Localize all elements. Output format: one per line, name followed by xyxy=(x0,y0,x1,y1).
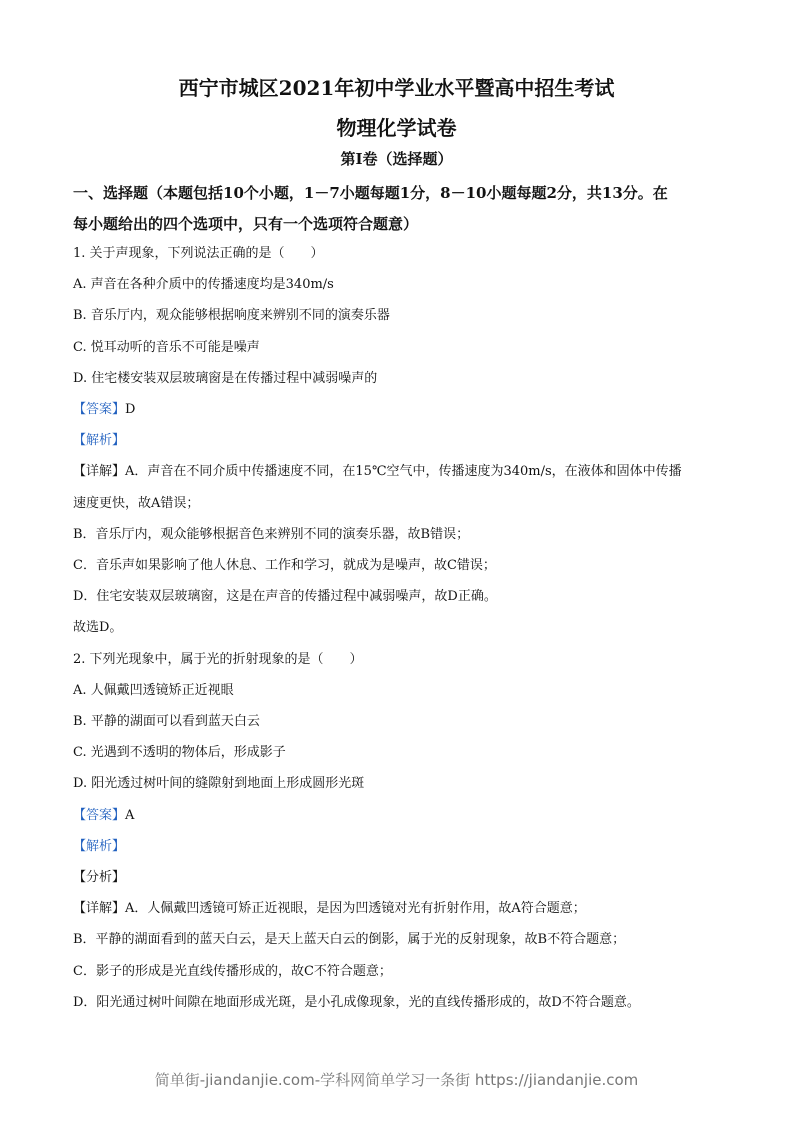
answer-tag: 【答案】 xyxy=(73,807,126,823)
detail-text: A．声音在不同介质中传播速度不同，在15℃空气中，传播速度为340m/s，在液体和固体中传播 xyxy=(125,464,682,480)
exam-subtitle: 物理化学试卷 xyxy=(336,116,457,140)
q2-fenxi: 【分析】 xyxy=(73,870,126,886)
q1-detail-line: 速度更快，故A错误； xyxy=(73,495,200,511)
detail-tag: 【详解】 xyxy=(73,901,126,917)
q1-detail-line: C．音乐声如果影响了他人休息、工作和学习，就成为是噪声，故C错误； xyxy=(73,558,496,574)
q2-detail-line: D．阳光通过树叶间隙在地面形成光斑，是小孔成像现象，光的直线传播形成的，故D不符合题意。 xyxy=(73,994,640,1010)
q2-option-b: B. 平静的湖面可以看到蓝天白云 xyxy=(73,714,260,730)
detail-tag: 【详解】 xyxy=(73,464,126,480)
q1-conclusion: 故选D。 xyxy=(73,620,123,636)
document-body xyxy=(73,238,733,1018)
q2-detail-line: B．平静的湖面看到的蓝天白云，是天上蓝天白云的倒影，属于光的反射现象，故B不符合题意； xyxy=(73,932,626,948)
q2-option-a: A. 人佩戴凹透镜矫正近视眼 xyxy=(73,682,234,698)
q2-option-d: D. 阳光透过树叶间的缝隙射到地面上形成圆形光斑 xyxy=(73,776,365,792)
q1-option-c: C. 悦耳动听的音乐不可能是噪声 xyxy=(73,339,260,355)
answer-value: D xyxy=(125,402,136,418)
q2-detail-line: C．影子的形成是光直线传播形成的，故C不符合题意； xyxy=(73,963,392,979)
q1-detail-line: B．音乐厅内，观众能够根据音色来辨别不同的演奏乐器，故B错误； xyxy=(73,526,470,542)
q2-option-c: C. 光遇到不透明的物体后，形成影子 xyxy=(73,745,286,761)
section-heading xyxy=(73,178,733,240)
q1-detail-line: D．住宅安装双层玻璃窗，这是在声音的传播过程中减弱噪声，故D正确。 xyxy=(73,589,497,605)
q2-answer xyxy=(73,800,733,831)
question-2-stem: 2. 下列光现象中，属于光的折射现象的是（ ） xyxy=(73,651,363,667)
footer-watermark: 简单街-jiandanjie.com-学科网简单学习一条街 https://jiandanjie.com xyxy=(154,1071,639,1089)
analysis-tag: 【解析】 xyxy=(73,433,126,449)
detail-text: A．人佩戴凹透镜可矫正近视眼，是因为凹透镜对光有折射作用，故A符合题意； xyxy=(125,901,586,917)
q1-analysis xyxy=(73,425,733,456)
section-line: 每小题给出的四个选项中，只有一个选项符合题意） xyxy=(73,215,419,233)
section-line: 一、选择题（本题包括10个小题，1－7小题每题1分，8－10小题每题2分，共13分。在 xyxy=(73,184,668,202)
analysis-tag: 【解析】 xyxy=(73,838,126,854)
exam-title: 西宁市城区2021年初中学业水平暨高中招生考试 xyxy=(178,76,615,100)
q2-analysis xyxy=(73,831,733,862)
q1-option-b: B. 音乐厅内，观众能够根据响度来辨别不同的演奏乐器 xyxy=(73,308,390,324)
question-1-stem: 1. 关于声现象，下列说法正确的是（ ） xyxy=(73,246,324,261)
part-heading: 第Ⅰ卷（选择题） xyxy=(340,150,453,168)
q2-detail-line xyxy=(73,893,733,924)
answer-tag: 【答案】 xyxy=(73,402,126,418)
q1-detail-line xyxy=(73,456,733,487)
answer-value: A xyxy=(125,807,135,823)
q1-answer xyxy=(73,394,733,425)
q1-option-d: D. 住宅楼安装双层玻璃窗是在传播过程中减弱噪声的 xyxy=(73,370,378,386)
q1-option-a: A. 声音在各种介质中的传播速度均是340m/s xyxy=(73,277,334,293)
